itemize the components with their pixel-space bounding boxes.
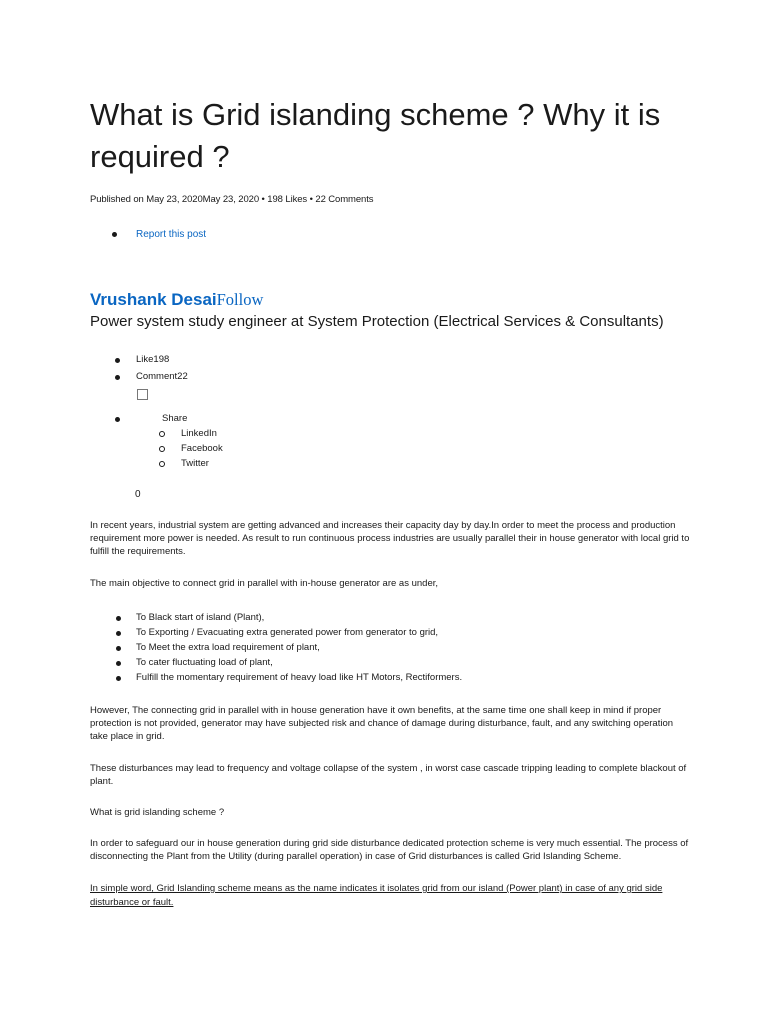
bullet-icon (112, 232, 117, 237)
question-heading: What is grid islanding scheme ? (90, 807, 225, 818)
article-meta: Published on May 23, 2020May 23, 2020 • 198 Likes • 22 Comments (90, 194, 374, 205)
report-post-label[interactable]: Report this post (136, 229, 207, 240)
list-item: To Exporting / Evacuating extra generated power from generator to grid, (136, 627, 439, 638)
author-name[interactable]: Vrushank Desai (90, 290, 217, 309)
disturbances-paragraph: These disturbances may lead to frequency and voltage collapse of the system , in worst case cascade tripping leading to complete blackout of plant. (90, 763, 687, 787)
article-title: What is Grid islanding scheme ? Why it is required ? (90, 97, 661, 174)
bullet-icon (115, 375, 120, 380)
list-item: To Black start of island (Plant), (136, 612, 265, 623)
circle-bullet-icon (159, 431, 165, 437)
list-item: Fulfill the momentary requirement of heavy load like HT Motors, Rectiformers. (136, 672, 463, 683)
follow-button[interactable]: Follow (216, 290, 264, 309)
list-item: To cater fluctuating load of plant, (136, 657, 273, 668)
circle-bullet-icon (159, 446, 165, 452)
author-headline: Power system study engineer at System Protection (Electrical Services & Consultants) (90, 313, 664, 330)
bullet-icon (116, 661, 121, 666)
however-paragraph: However, The connecting grid in parallel with in house generation have it own benefits, at the same time one shall keep in mind if proper protection is not provided, generator may have subjected risk and chance of damage during disturbance, fault, and any switching operation take place in grid. (90, 705, 674, 742)
simple-definition-paragraph: In simple word, Grid Islanding scheme means as the name indicates it isolates grid from our island (Power plant) in case of any grid side disturbance or fault. (90, 883, 663, 908)
circle-bullet-icon (159, 461, 165, 467)
comment-button[interactable]: Comment22 (136, 371, 188, 382)
share-facebook[interactable]: Facebook (181, 443, 223, 454)
definition-paragraph: In order to safeguard our in house generation during grid side disturbance dedicated protection scheme is very much essential. The process of disconnecting the Plant from the Utility (during parallel operation) in case of Grid disturbances is called Grid Islanding Scheme. (90, 838, 689, 862)
bullet-icon (116, 616, 121, 621)
share-linkedin[interactable]: LinkedIn (181, 428, 217, 439)
report-post-link[interactable] (136, 229, 206, 240)
intro-paragraph: In recent years, industrial system are getting advanced and increases their capacity day by day.In order to meet the process and production requirement more power is needed. As result to run continuous process industries are usually parallel their in house generator with local grid to fulfill the requirements. (90, 520, 690, 557)
bullet-icon (116, 676, 121, 681)
bullet-icon (116, 646, 121, 651)
bullet-icon (115, 417, 120, 422)
share-twitter[interactable]: Twitter (181, 458, 209, 469)
bullet-icon (115, 358, 120, 363)
bullet-icon (116, 631, 121, 636)
author-line (90, 290, 263, 310)
share-count: 0 (135, 489, 141, 500)
objective-paragraph: The main objective to connect grid in parallel with in-house generator are as under, (90, 578, 439, 589)
checkbox-icon[interactable] (137, 389, 148, 400)
list-item: To Meet the extra load requirement of plant, (136, 642, 320, 653)
like-button[interactable]: Like198 (136, 354, 170, 365)
share-button[interactable]: Share (162, 413, 188, 424)
